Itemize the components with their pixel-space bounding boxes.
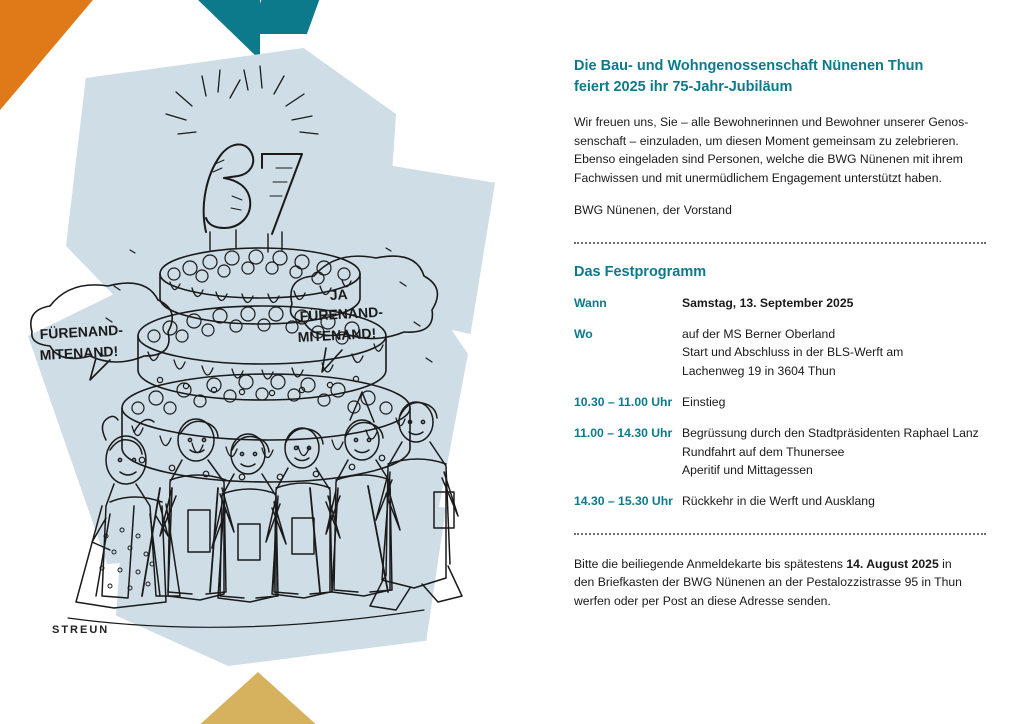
svg-text:FÜRENAND-: FÜRENAND- xyxy=(39,321,124,342)
intro-paragraph: Wir freuen uns, Sie – alle Bewohnerinnen und Bewohner unserer Genos- senschaft – einzuladen, um diesen Moment gemeinsam zu zelebrieren. Ebenso eingeladen sind Personen, welche die BWG Nünenen mit ihrem Fachwissen und mit unermüdlichem Engagement unterstützt haben. xyxy=(574,115,969,185)
divider-bottom xyxy=(574,533,986,535)
program-title: Das Festprogramm xyxy=(574,263,707,280)
gold-triangle-decoration xyxy=(196,672,320,724)
program-row xyxy=(574,393,986,411)
divider-top xyxy=(574,242,986,244)
closing-pre: Bitte die beiliegende Anmeldekarte bis spätestens xyxy=(574,556,847,571)
program-label: 11.00 – 14.30 Uhr xyxy=(574,426,673,441)
program-value: Begrüssung durch den Stadtpräsidenten Raphael Lanz Rundfahrt auf dem Thunersee Aperitif und Mittagessen xyxy=(682,426,979,477)
signoff-text: BWG Nünenen, der Vorstand xyxy=(574,203,732,218)
program-row xyxy=(574,492,986,510)
closing-post: in den Briefkasten der BWG Nünenen an der Pestalozzistrasse 95 in Thun werfen oder per Post an diese Adresse senden. xyxy=(574,556,962,608)
program-row xyxy=(574,325,986,380)
program-label: Wann xyxy=(574,295,607,310)
program-list xyxy=(574,294,986,511)
artist-signature: STREUN xyxy=(52,624,110,636)
closing-deadline: 14. August 2025 xyxy=(846,556,939,571)
program-label: 10.30 – 11.00 Uhr xyxy=(574,395,673,410)
svg-text:JA: JA xyxy=(329,286,349,303)
invitation-text-column xyxy=(574,56,986,622)
svg-text:FÜRENAND-: FÜRENAND- xyxy=(299,303,384,324)
program-value: auf der MS Berner Oberland Start und Abschluss in der BLS-Werft am Lachenweg 19 in 3604 Thun xyxy=(682,327,904,378)
program-label: 14.30 – 15.30 Uhr xyxy=(574,494,673,509)
program-label: Wo xyxy=(574,327,593,342)
closing-paragraph xyxy=(574,555,986,611)
page-title: Die Bau- und Wohngenossenschaft Nünenen Thun feiert 2025 ihr 75-Jahr-Jubiläum xyxy=(574,58,924,95)
program-value: Einstieg xyxy=(682,395,726,410)
program-value: Rückkehr in die Werft und Ausklang xyxy=(682,494,875,509)
svg-text:MITENAND!: MITENAND! xyxy=(297,324,377,345)
svg-text:MITENAND!: MITENAND! xyxy=(39,342,119,363)
cake-illustration xyxy=(10,36,510,666)
program-row xyxy=(574,294,986,312)
teal-block-decoration xyxy=(249,0,320,34)
program-value: Samstag, 13. September 2025 xyxy=(682,295,854,310)
program-row xyxy=(574,424,986,479)
